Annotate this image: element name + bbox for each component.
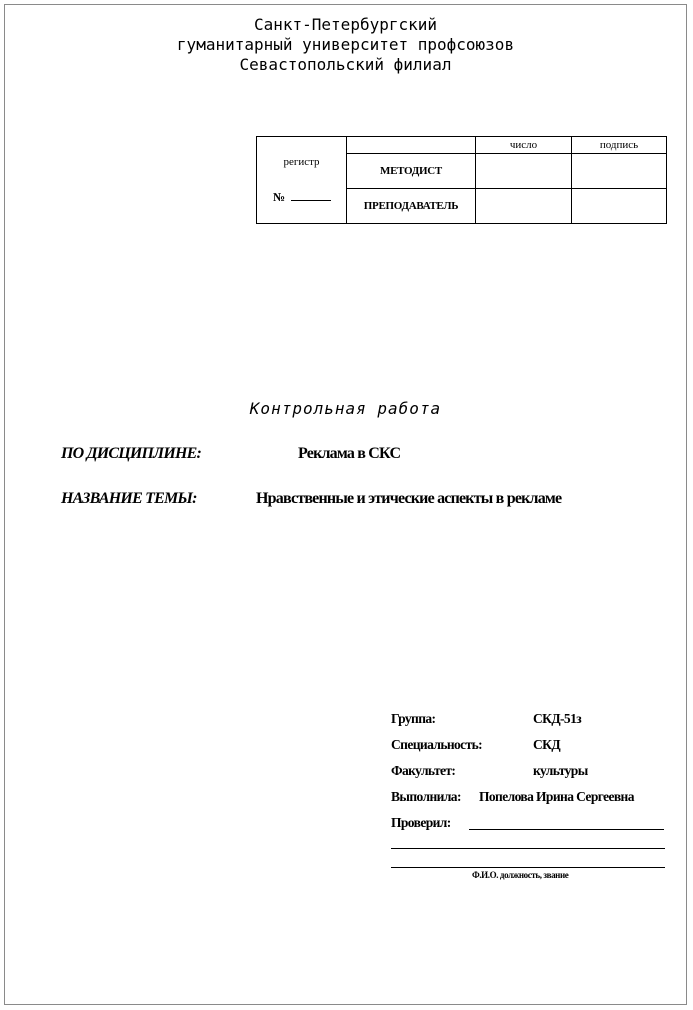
- methodist-signature-cell: [572, 154, 667, 189]
- methodist-date-cell: [476, 154, 572, 189]
- number-sign: №: [273, 189, 286, 204]
- header-line-1: Санкт-Петербургский: [253, 15, 438, 34]
- faculty-label: Факультет:: [391, 763, 456, 778]
- performed-value: Попелова Ирина Сергеевна: [479, 789, 634, 804]
- blank-line-1: [391, 848, 665, 849]
- header-line-2: гуманитарный университет профсоюзов: [176, 35, 515, 54]
- specialty-value: СКД: [533, 737, 561, 752]
- header-line-3: Севастопольский филиал: [239, 55, 452, 74]
- registry-table: [256, 136, 667, 224]
- name-caption: Ф.И.О. должность, звание: [472, 870, 569, 880]
- checked-label: Проверил:: [391, 815, 451, 830]
- checked-line: [469, 829, 664, 830]
- blank-header-cell: [347, 137, 476, 154]
- institution-header: [5, 15, 686, 75]
- registry-cell: [257, 137, 347, 224]
- document-title: Контрольная работа: [249, 399, 442, 418]
- topic-label: НАЗВАНИЕ ТЕМЫ:: [61, 490, 197, 507]
- signature-header-cell: подпись: [572, 137, 667, 154]
- performed-label: Выполнила:: [391, 789, 461, 804]
- faculty-value: культуры: [533, 763, 588, 778]
- registry-label: регистр: [283, 155, 320, 168]
- group-label: Группа:: [391, 711, 436, 726]
- methodist-cell: МЕТОДИСТ: [347, 154, 476, 189]
- document-page: [4, 4, 687, 1005]
- discipline-value: Реклама в СКС: [298, 445, 401, 462]
- teacher-signature-cell: [572, 189, 667, 224]
- specialty-label: Специальность:: [391, 737, 483, 752]
- blank-line-2: [391, 867, 665, 868]
- registry-number-line: [291, 191, 331, 201]
- discipline-label: ПО ДИСЦИПЛИНЕ:: [61, 445, 202, 462]
- teacher-date-cell: [476, 189, 572, 224]
- date-header-cell: число: [476, 137, 572, 154]
- group-value: СКД-51з: [533, 711, 582, 726]
- topic-value: Нравственные и этические аспекты в рекламе: [256, 490, 562, 507]
- registry-number: [257, 190, 346, 205]
- teacher-cell: ПРЕПОДАВАТЕЛЬ: [347, 189, 476, 224]
